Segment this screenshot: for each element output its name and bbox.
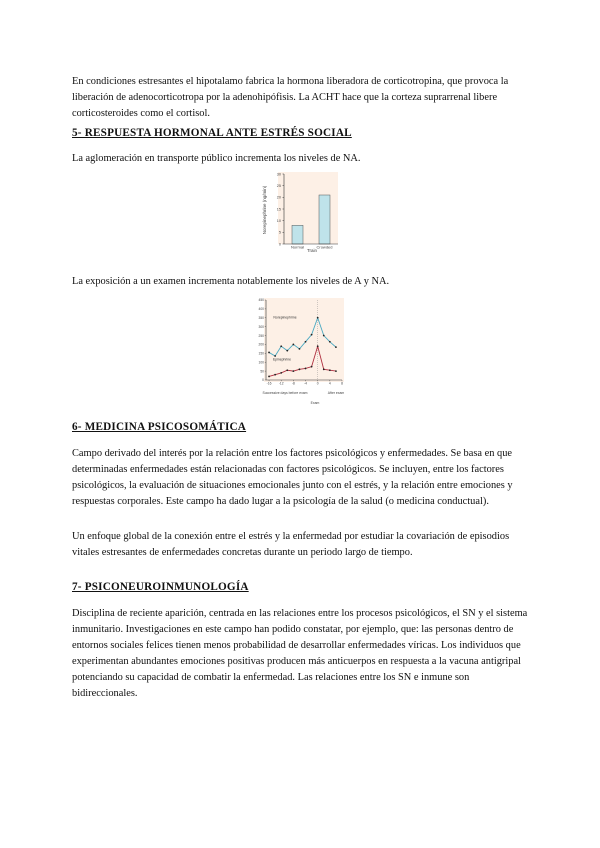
data-point (323, 335, 325, 337)
y-tick-label: 50 (260, 369, 264, 374)
data-point (329, 341, 331, 343)
x-tick-label: Normal (291, 244, 304, 250)
heading-section-7: 7- PSICONEUROINMUNOLOGÍA (72, 581, 249, 593)
annotation-before-exam: Successive days before exam (262, 391, 308, 395)
data-point (268, 376, 270, 378)
paragraph-transport: La aglomeración en transporte público incrementa los niveles de NA. (72, 153, 361, 164)
data-point (274, 374, 276, 376)
y-tick-label: 0 (278, 242, 281, 247)
annotation-exam: Exam (310, 401, 320, 405)
data-point (317, 345, 319, 347)
y-tick-label: 15 (276, 207, 281, 212)
data-point (305, 341, 307, 343)
data-point (305, 368, 307, 370)
y-axis-label: Norepinephrine (ng/min) (262, 185, 267, 235)
y-tick-label: 100 (258, 360, 264, 365)
data-point (292, 344, 294, 346)
x-tick-label: 4 (328, 381, 331, 386)
data-point (280, 345, 282, 347)
paragraph-intro: En condiciones estresantes el hipotalamo fabrica la hormona liberadora de corticotropina, que provoca la liberación de adenocorticotropa por la adenohipófisis. La ACHT hace que la corteza suprarrenal libere corticosteroides como el cortisol. (72, 76, 509, 119)
y-tick-label: 300 (258, 324, 264, 329)
series-label-norepinephrine: Norepinephrine (273, 315, 297, 320)
catecholamine-line-chart (252, 296, 348, 410)
y-tick-label: 25 (276, 184, 281, 189)
data-point (286, 350, 288, 352)
heading-section-5: 5- RESPUESTA HORMONAL ANTE ESTRÉS SOCIAL (72, 127, 352, 139)
data-point (268, 352, 270, 354)
x-tick-label: -4 (304, 381, 307, 386)
x-tick-label: Crowded (316, 244, 333, 250)
data-point (299, 368, 301, 370)
y-tick-label: 0 (262, 378, 264, 383)
paragraph-psychosomatic: Campo derivado del interés por la relación entre los factores psicológicos y enfermedades. Se basa en que determinadas enfermedades están relacionadas con factores psicológicos. Se incluyen, entre los factores psicológicos, la evaluación de situaciones emocionales junto con el estrés, y la relación entre emociones y respuestas corporales. Este campo ha dado lugar a la psicología de la salud (o medicina conductual). (72, 448, 513, 507)
x-tick-label: -16 (266, 381, 272, 386)
data-point (286, 369, 288, 371)
y-tick-label: 200 (258, 342, 264, 347)
norepinephrine-bar-chart (256, 170, 346, 262)
y-tick-label: 350 (258, 315, 264, 320)
data-point (292, 370, 294, 372)
data-point (311, 366, 313, 368)
x-tick-label: 0 (316, 381, 319, 386)
series-label-epinephrine: Epinephrine (272, 357, 292, 362)
bar-crowded (319, 195, 330, 244)
data-point (329, 369, 331, 371)
y-tick-label: 400 (258, 307, 264, 312)
y-tick-label: 150 (258, 351, 264, 356)
paragraph-pni: Disciplina de reciente aparición, centrada en las relaciones entre los procesos psicológicos, el SN y el sistema inmunitario. Investigaciones en este campo han podido constatar, por ejemplo, que: las personas dentro de entornos sociales felices tienen menos probabilidad de desarrollar enfermedades víricas. Los individuos que experimentan abundantes emociones positivas producen más anticuerpos en respuesta a la vacuna antigripal potenciando su capacidad de combatir la enfermedad. Las relaciones entre los SN e inmune son bidireccionales. (72, 608, 528, 699)
y-tick-label: 5 (278, 230, 281, 235)
data-point (280, 372, 282, 374)
bar-normal (292, 225, 303, 244)
data-point (311, 334, 313, 336)
data-point (335, 346, 337, 348)
x-axis-label: Train (306, 248, 318, 253)
chart-background (264, 298, 344, 382)
data-point (323, 368, 325, 370)
annotation-after-exam: After exam (327, 391, 345, 395)
data-point (317, 317, 319, 319)
y-tick-label: 20 (276, 195, 281, 200)
data-point (335, 370, 337, 372)
paragraph-exam: La exposición a un examen incrementa notablemente los niveles de A y NA. (72, 276, 390, 287)
x-tick-label: -12 (278, 381, 284, 386)
heading-section-6: 6- MEDICINA PSICOSOMÁTICA (72, 421, 247, 433)
y-tick-label: 250 (258, 333, 264, 338)
x-tick-label: 8 (341, 381, 343, 386)
y-tick-label: 30 (276, 172, 281, 177)
data-point (299, 348, 301, 350)
y-tick-label: 10 (276, 219, 281, 224)
y-tick-label: 450 (258, 298, 264, 303)
x-tick-label: -8 (291, 381, 295, 386)
paragraph-global-approach: Un enfoque global de la conexión entre el estrés y la enfermedad por estudiar la covariación de episodios vitales estresantes de enfermedades concretas durante un periodo largo de tiempo. (72, 531, 510, 558)
